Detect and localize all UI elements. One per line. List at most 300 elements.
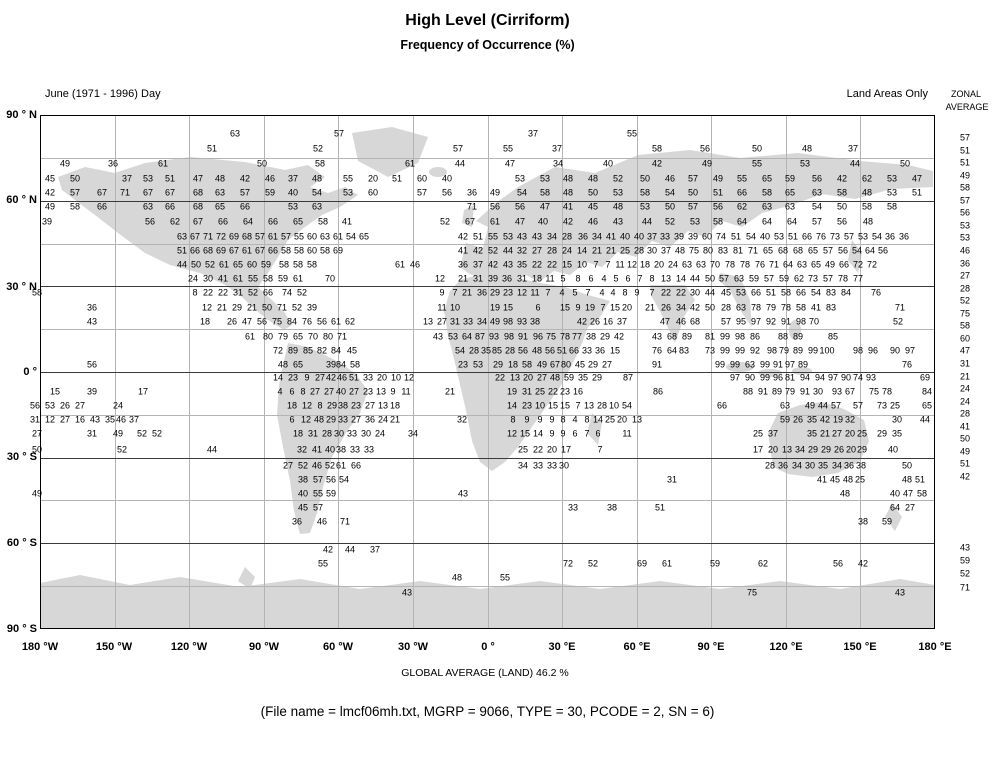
map-value: 64 (666, 345, 678, 356)
map-value: 66 (96, 201, 108, 212)
zonal-average-value: 36 (959, 258, 971, 269)
map-value: 11 (437, 302, 447, 313)
map-value: 47 (539, 201, 551, 212)
map-value: 57 (416, 187, 428, 198)
map-value: 76 (754, 259, 766, 270)
lat-axis-label: 30 ° S (6, 451, 37, 463)
map-value: 85 (827, 331, 839, 342)
map-value: 40 (633, 231, 645, 242)
map-value: 34 (791, 460, 803, 471)
lon-axis-label: 30 °W (397, 641, 429, 653)
zonal-average-value: 21 (959, 371, 971, 382)
map-value: 66 (716, 400, 728, 411)
map-value: 64 (786, 216, 798, 227)
map-value: 55 (499, 572, 511, 583)
zonal-average-value: 52 (959, 568, 971, 579)
map-value: 37 (128, 414, 140, 425)
map-value: 42 (44, 187, 56, 198)
map-value: 55 (502, 143, 514, 154)
map-value: 72 (562, 558, 574, 569)
map-value: 66 (217, 216, 229, 227)
map-value: 96 (867, 345, 879, 356)
map-value: 30 (646, 245, 658, 256)
map-value: 51 (654, 502, 666, 513)
map-value: 36 (476, 287, 488, 298)
map-value: 98 (502, 316, 514, 327)
map-value: 14 (675, 273, 687, 284)
zonal-average-value: 58 (959, 182, 971, 193)
map-value: 58 (349, 359, 361, 370)
map-value: 57 (852, 400, 864, 411)
lon-axis-label: 180 °W (21, 641, 59, 653)
map-value: 54 (338, 474, 350, 485)
map-value: 48 (842, 474, 854, 485)
map-value: 38 (337, 400, 349, 411)
map-value: 61 (489, 216, 501, 227)
map-value: 99 (759, 372, 771, 383)
map-value: 42 (836, 173, 848, 184)
map-value: 66 (568, 345, 580, 356)
map-value: 7 (605, 259, 611, 270)
map-value: 42 (457, 231, 469, 242)
zonal-average-value: 59 (959, 555, 971, 566)
map-value: 13 (422, 316, 434, 327)
map-value: 99 (719, 331, 731, 342)
map-value: 30 (360, 428, 372, 439)
map-value: 66 (189, 245, 201, 256)
map-value: 96 (532, 331, 544, 342)
map-value: 52 (151, 428, 163, 439)
lat-axis-label: 90 ° N (6, 109, 37, 121)
map-value: 40 (324, 444, 336, 455)
map-value: 47 (902, 488, 914, 499)
map-value: 40 (287, 187, 299, 198)
map-value: 56 (517, 345, 529, 356)
map-value: 7 (600, 302, 606, 313)
map-value: 34 (794, 444, 806, 455)
map-value: 73 (807, 273, 819, 284)
map-value: 52 (136, 428, 148, 439)
map-value: 18 (639, 259, 651, 270)
map-value: 36 (107, 158, 119, 169)
map-value: 59 (748, 273, 760, 284)
map-value: 62 (861, 173, 873, 184)
map-value: 14 (592, 414, 604, 425)
map-value: 9 (549, 414, 555, 425)
map-value: 38 (857, 516, 869, 527)
map-value: 52 (487, 245, 499, 256)
map-value: 94 (814, 372, 826, 383)
map-value: 32 (516, 245, 528, 256)
map-value: 67 (844, 386, 856, 397)
map-value: 19 (489, 302, 501, 313)
map-value: 80 (322, 331, 334, 342)
map-value: 29 (231, 302, 243, 313)
map-value: 41 (341, 216, 353, 227)
map-value: 69 (636, 558, 648, 569)
map-value: 42 (819, 414, 831, 425)
map-value: 9 (549, 428, 555, 439)
map-value: 46 (311, 460, 323, 471)
map-value: 36 (577, 231, 589, 242)
map-value: 99 (719, 345, 731, 356)
map-value: 56 (489, 201, 501, 212)
map-value: 53 (539, 173, 551, 184)
zonal-average-value: 51 (959, 458, 971, 469)
map-value: 54 (811, 201, 823, 212)
zonal-average-value: 46 (959, 245, 971, 256)
map-value: 62 (344, 316, 356, 327)
map-value: 52 (247, 287, 259, 298)
map-value: 44 (849, 158, 861, 169)
map-value: 48 (562, 173, 574, 184)
map-value: 76 (301, 316, 313, 327)
map-value: 61 (232, 273, 244, 284)
map-value: 92 (749, 345, 761, 356)
map-value: 91 (517, 331, 529, 342)
map-value: 53 (799, 158, 811, 169)
zonal-average-value: 41 (959, 421, 971, 432)
map-value: 45 (829, 474, 841, 485)
map-value: 56 (514, 201, 526, 212)
map-value: 54 (454, 345, 466, 356)
map-value: 32 (844, 414, 856, 425)
map-value: 53 (342, 187, 354, 198)
lon-axis-label: 120 °W (170, 641, 208, 653)
map-value: 48 (214, 173, 226, 184)
map-value: 89 (287, 345, 299, 356)
map-value: 51 (914, 474, 926, 485)
map-value: 57 (254, 231, 266, 242)
map-value: 40 (602, 158, 614, 169)
map-value: 61 (661, 558, 673, 569)
map-value: 53 (514, 173, 526, 184)
map-value: 18 (389, 400, 401, 411)
map-value: 45 (587, 201, 599, 212)
map-value: 48 (311, 173, 323, 184)
map-value: 63 (695, 259, 707, 270)
map-value: 17 (137, 386, 149, 397)
map-value: 49 (489, 316, 501, 327)
map-value: 12 (44, 414, 56, 425)
map-value: 53 (447, 331, 459, 342)
map-value: 65 (762, 245, 774, 256)
zonal-average-value: 51 (959, 145, 971, 156)
map-value: 48 (612, 201, 624, 212)
map-value: 12 (506, 428, 518, 439)
map-value: 35 (891, 428, 903, 439)
map-value: 40 (537, 216, 549, 227)
map-value: 67 (142, 187, 154, 198)
map-value: 84 (840, 287, 852, 298)
map-value: 58 (31, 287, 43, 298)
map-value: 83 (678, 345, 690, 356)
map-value: 42 (857, 558, 869, 569)
zonal-average-value: 57 (959, 195, 971, 206)
map-value: 9 (524, 414, 530, 425)
map-value: 65 (292, 331, 304, 342)
lon-axis-label: 60 °W (322, 641, 354, 653)
map-value: 20 (844, 428, 856, 439)
map-value: 40 (297, 488, 309, 499)
zonal-average-value: 28 (959, 283, 971, 294)
map-value: 8 (649, 273, 655, 284)
map-value: 68 (689, 316, 701, 327)
map-value: 10 (608, 400, 620, 411)
map-value: 32 (296, 444, 308, 455)
map-value: 42 (472, 245, 484, 256)
map-value: 56 (544, 345, 556, 356)
map-value: 29 (326, 400, 338, 411)
map-value: 35 (577, 372, 589, 383)
map-value: 49 (701, 158, 713, 169)
map-value: 72 (272, 345, 284, 356)
map-value: 25 (752, 428, 764, 439)
map-value: 15 (609, 302, 621, 313)
map-value: 27 (309, 386, 321, 397)
map-value: 34 (407, 428, 419, 439)
lat-axis-label: 90 ° S (6, 623, 37, 635)
map-value: 8 (584, 414, 590, 425)
map-value: 89 (797, 359, 809, 370)
map-value: 63 (319, 231, 331, 242)
map-value: 63 (811, 187, 823, 198)
map-value: 47 (659, 316, 671, 327)
map-value: 63 (744, 359, 756, 370)
map-value: 4 (559, 287, 565, 298)
zonal-average-value: 49 (959, 170, 971, 181)
zonal-average-value: 60 (959, 333, 971, 344)
map-value: 63 (311, 201, 323, 212)
map-value: 64 (736, 216, 748, 227)
map-value: 61 (244, 331, 256, 342)
map-value: 98 (852, 345, 864, 356)
map-value: 50 (31, 444, 43, 455)
map-value: 27 (348, 386, 360, 397)
map-value: 8 (575, 273, 581, 284)
map-value: 72 (215, 231, 227, 242)
map-value: 65 (292, 359, 304, 370)
map-value: 65 (807, 245, 819, 256)
map-value: 4 (572, 414, 578, 425)
map-value: 46 (115, 414, 127, 425)
map-value: 36 (884, 231, 896, 242)
map-value: 76 (870, 287, 882, 298)
map-value: 27 (364, 400, 376, 411)
map-value: 23 (559, 386, 571, 397)
map-value: 84 (330, 345, 342, 356)
map-value: 28 (546, 245, 558, 256)
map-value: 56 (836, 216, 848, 227)
map-value: 98 (503, 331, 515, 342)
map-value: 57 (687, 201, 699, 212)
map-value: 38 (585, 331, 597, 342)
map-value: 51 (765, 287, 777, 298)
map-value: 37 (121, 173, 133, 184)
map-value: 72 (852, 259, 864, 270)
map-value: 25 (856, 428, 868, 439)
map-value: 16 (74, 414, 86, 425)
map-value: 7 (649, 287, 655, 298)
map-value: 48 (861, 187, 873, 198)
map-value: 27 (74, 400, 86, 411)
map-value: 36 (457, 259, 469, 270)
map-value: 78 (750, 302, 762, 313)
map-value: 33 (349, 444, 361, 455)
map-value: 70 (307, 331, 319, 342)
map-value: 50 (664, 201, 676, 212)
map-value: 47 (514, 216, 526, 227)
map-value: 63 (761, 201, 773, 212)
map-value: 58 (317, 216, 329, 227)
map-value: 9 (304, 372, 310, 383)
map-value: 68 (202, 245, 214, 256)
map-value: 43 (86, 316, 98, 327)
map-value: 97 (827, 372, 839, 383)
map-value: 37 (767, 428, 779, 439)
map-value: 57 (811, 216, 823, 227)
map-value: 21 (216, 302, 228, 313)
map-value: 54 (745, 231, 757, 242)
map-value: 31 (516, 273, 528, 284)
map-value: 27 (314, 372, 326, 383)
map-value: 50 (901, 460, 913, 471)
map-value: 15 (502, 302, 514, 313)
map-value: 51 (164, 173, 176, 184)
zonal-average-value: 52 (959, 295, 971, 306)
map-value: 41 (562, 201, 574, 212)
map-value: 11 (622, 428, 632, 439)
map-value: 29 (325, 414, 337, 425)
map-value: 29 (820, 444, 832, 455)
map-value: 65 (214, 201, 226, 212)
map-value: 51 (730, 231, 742, 242)
map-value: 44 (176, 259, 188, 270)
map-value: 13 (631, 414, 643, 425)
map-value: 79 (784, 386, 796, 397)
map-value: 54 (516, 187, 528, 198)
map-value: 57 (822, 273, 834, 284)
map-value: 74 (852, 372, 864, 383)
zonal-average-value: 71 (959, 582, 971, 593)
map-value: 61 (292, 273, 304, 284)
map-value: 22 (660, 287, 672, 298)
map-value: 40 (887, 444, 899, 455)
map-value: 35 (516, 259, 528, 270)
lon-axis-label: 180 °E (918, 641, 952, 653)
map-value: 37 (616, 316, 628, 327)
map-value: 64 (889, 502, 901, 513)
map-value: 68 (192, 187, 204, 198)
map-value: 49 (712, 173, 724, 184)
map-value: 34 (546, 231, 558, 242)
map-value: 27 (282, 460, 294, 471)
map-value: 5 (572, 287, 578, 298)
map-value: 25 (889, 400, 901, 411)
map-value: 36 (466, 187, 478, 198)
map-value: 58 (262, 273, 274, 284)
map-value: 12 (300, 414, 312, 425)
map-value: 20 (376, 372, 388, 383)
map-value: 71 (202, 231, 214, 242)
map-value: 52 (204, 259, 216, 270)
map-value: 51 (391, 173, 403, 184)
map-value: 24 (374, 428, 386, 439)
map-value: 68 (241, 231, 253, 242)
map-value: 91 (651, 359, 663, 370)
map-value: 56 (877, 245, 889, 256)
map-value: 98 (795, 316, 807, 327)
map-value: 70 (324, 273, 336, 284)
map-value: 24 (667, 259, 679, 270)
map-value: 63 (735, 302, 747, 313)
zonal-average-value: 42 (959, 471, 971, 482)
map-value: 21 (457, 273, 469, 284)
map-value: 78 (739, 259, 751, 270)
map-value: 89 (792, 331, 804, 342)
map-value: 33 (337, 414, 349, 425)
map-value: 58 (69, 201, 81, 212)
lon-axis-label: 90 °W (248, 641, 280, 653)
map-value: 71 (119, 187, 131, 198)
map-value: 53 (857, 231, 869, 242)
map-value: 58 (314, 158, 326, 169)
map-value: 49 (489, 187, 501, 198)
map-value: 35 (817, 460, 829, 471)
map-value: 55 (487, 231, 499, 242)
map-value: 48 (562, 187, 574, 198)
map-value: 50 (69, 173, 81, 184)
map-value: 37 (847, 143, 859, 154)
map-value: 50 (587, 187, 599, 198)
map-value: 99 (734, 345, 746, 356)
map-value: 49 (31, 488, 43, 499)
map-value: 75 (868, 386, 880, 397)
map-value: 39 (325, 359, 337, 370)
zonal-average-value: 24 (959, 383, 971, 394)
map-value: 40 (441, 173, 453, 184)
map-value: 65 (232, 259, 244, 270)
map-value: 32 (456, 414, 468, 425)
map-value: 66 (164, 201, 176, 212)
map-value: 43 (401, 587, 413, 598)
map-value: 21 (591, 245, 603, 256)
map-value: 62 (736, 201, 748, 212)
map-value: 11 (545, 273, 555, 284)
lon-axis-label: 150 °E (843, 641, 877, 653)
map-value: 27 (601, 359, 613, 370)
map-value: 21 (605, 245, 617, 256)
map-value: 26 (792, 414, 804, 425)
map-value: 31 (29, 414, 41, 425)
map-value: 13 (377, 400, 389, 411)
map-value: 48 (901, 474, 913, 485)
map-value: 6 (595, 428, 601, 439)
map-value: 23 (502, 287, 514, 298)
map-value: 22 (546, 259, 558, 270)
map-value: 11 (530, 287, 540, 298)
map-value: 14 (272, 372, 284, 383)
map-value: 38 (855, 460, 867, 471)
map-value: 61 (335, 460, 347, 471)
map-value: 57 (843, 231, 855, 242)
map-value: 44 (502, 245, 514, 256)
map-value: 31 (449, 316, 461, 327)
map-value: 66 (750, 287, 762, 298)
map-value: 59 (325, 488, 337, 499)
map-value: 21 (461, 287, 473, 298)
map-value: 49 (59, 158, 71, 169)
